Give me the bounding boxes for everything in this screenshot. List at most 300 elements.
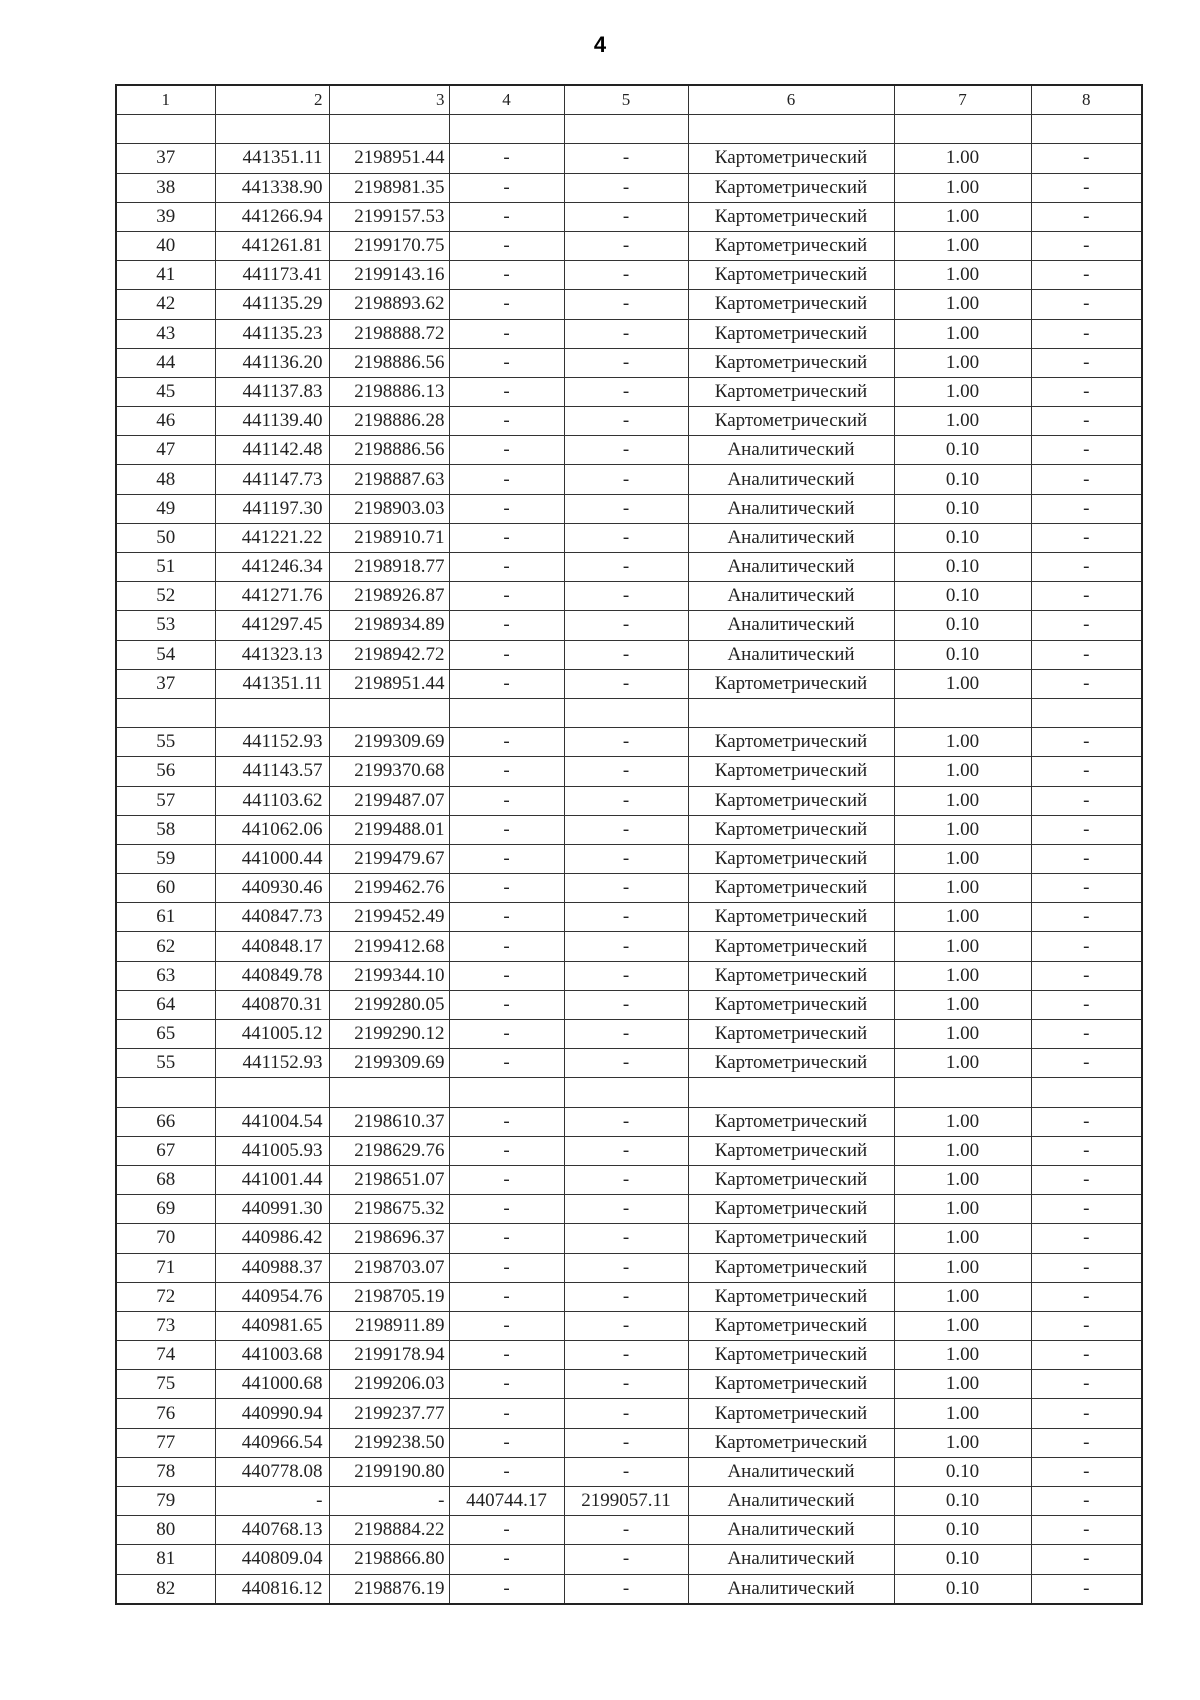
coord-x-new-cell: - <box>449 728 564 757</box>
table-row <box>116 202 1142 231</box>
coord-x-cell: 441000.68 <box>215 1370 329 1399</box>
coord-x-cell: 440954.76 <box>215 1282 329 1311</box>
table-row <box>116 1282 1142 1311</box>
method-cell <box>688 698 894 727</box>
coord-x-new-cell: - <box>449 1049 564 1078</box>
method-cell: Аналитический <box>688 1574 894 1604</box>
method-cell: Картометрический <box>688 669 894 698</box>
table-row <box>116 1428 1142 1457</box>
coord-y-new-cell <box>564 115 688 144</box>
coord-x-cell <box>215 115 329 144</box>
point-number-cell <box>116 698 215 727</box>
coord-x-cell: 441152.93 <box>215 1049 329 1078</box>
coord-y-new-cell: - <box>564 407 688 436</box>
table-row <box>116 1399 1142 1428</box>
table-row <box>116 173 1142 202</box>
coord-x-cell: 440966.54 <box>215 1428 329 1457</box>
coord-y-new-cell: - <box>564 231 688 260</box>
method-cell: Аналитический <box>688 1457 894 1486</box>
accuracy-cell <box>894 1078 1031 1107</box>
coord-y-cell: 2199178.94 <box>329 1341 449 1370</box>
coord-y-cell: 2199487.07 <box>329 786 449 815</box>
description-cell: - <box>1031 407 1142 436</box>
coord-x-cell: 440778.08 <box>215 1457 329 1486</box>
table-body <box>116 85 1142 1604</box>
accuracy-cell: 1.00 <box>894 1165 1031 1194</box>
coord-x-new-cell: - <box>449 231 564 260</box>
coord-y-cell: 2199412.68 <box>329 932 449 961</box>
coord-y-new-cell: - <box>564 669 688 698</box>
point-number-cell: 73 <box>116 1311 215 1340</box>
method-cell: Картометрический <box>688 319 894 348</box>
coord-y-new-cell: - <box>564 1311 688 1340</box>
accuracy-cell <box>894 698 1031 727</box>
coord-x-new-cell: - <box>449 523 564 552</box>
accuracy-cell: 1.00 <box>894 144 1031 173</box>
table-row <box>116 728 1142 757</box>
coord-x-cell: 441271.76 <box>215 582 329 611</box>
description-cell: - <box>1031 1311 1142 1340</box>
coord-x-cell: 441266.94 <box>215 202 329 231</box>
coord-x-new-cell: - <box>449 786 564 815</box>
coord-x-cell: 441152.93 <box>215 728 329 757</box>
description-cell: - <box>1031 261 1142 290</box>
coord-y-cell: 2198888.72 <box>329 319 449 348</box>
point-number-cell: 37 <box>116 144 215 173</box>
coord-y-cell: 2199157.53 <box>329 202 449 231</box>
coord-y-new-cell: 5 <box>564 85 688 115</box>
description-cell: - <box>1031 1516 1142 1545</box>
table-row <box>116 1311 1142 1340</box>
description-cell: - <box>1031 1136 1142 1165</box>
coord-y-new-cell: - <box>564 144 688 173</box>
coord-x-new-cell: - <box>449 903 564 932</box>
table-row <box>116 874 1142 903</box>
page-number: 4 <box>593 32 607 57</box>
coord-y-cell: 2199238.50 <box>329 1428 449 1457</box>
accuracy-cell: 1.00 <box>894 757 1031 786</box>
coord-y-new-cell: - <box>564 1370 688 1399</box>
coord-x-new-cell: - <box>449 436 564 465</box>
coord-x-new-cell: - <box>449 1457 564 1486</box>
coord-x-new-cell: - <box>449 932 564 961</box>
method-cell: Картометрический <box>688 1224 894 1253</box>
method-cell: Картометрический <box>688 844 894 873</box>
coord-x-cell: 441062.06 <box>215 815 329 844</box>
coord-x-cell: 441323.13 <box>215 640 329 669</box>
coord-x-cell: 440870.31 <box>215 990 329 1019</box>
accuracy-cell: 0.10 <box>894 553 1031 582</box>
coord-x-new-cell: - <box>449 1224 564 1253</box>
description-cell: - <box>1031 815 1142 844</box>
coord-y-cell: 2198866.80 <box>329 1545 449 1574</box>
table-row <box>116 1136 1142 1165</box>
table-row <box>116 348 1142 377</box>
accuracy-cell: 1.00 <box>894 874 1031 903</box>
accuracy-cell: 1.00 <box>894 377 1031 406</box>
point-number-cell: 82 <box>116 1574 215 1604</box>
separator-row <box>116 698 1142 727</box>
coord-x-cell: 440849.78 <box>215 961 329 990</box>
description-cell: - <box>1031 290 1142 319</box>
coord-x-new-cell: - <box>449 844 564 873</box>
coord-x-cell: 441142.48 <box>215 436 329 465</box>
method-cell: Картометрический <box>688 1165 894 1194</box>
accuracy-cell: 1.00 <box>894 815 1031 844</box>
coord-x-new-cell: - <box>449 1516 564 1545</box>
coord-y-cell: 2198887.63 <box>329 465 449 494</box>
method-cell <box>688 115 894 144</box>
coord-y-new-cell: - <box>564 436 688 465</box>
table-row <box>116 903 1142 932</box>
coord-y-new-cell: - <box>564 1107 688 1136</box>
table-row <box>116 815 1142 844</box>
coord-x-new-cell: - <box>449 1253 564 1282</box>
coord-x-cell: 441001.44 <box>215 1165 329 1194</box>
coord-x-cell: 441135.29 <box>215 290 329 319</box>
method-cell: Картометрический <box>688 1311 894 1340</box>
coord-y-new-cell: - <box>564 728 688 757</box>
coord-x-cell: 441003.68 <box>215 1341 329 1370</box>
coord-x-new-cell: 4 <box>449 85 564 115</box>
method-cell: Картометрический <box>688 990 894 1019</box>
coord-x-cell: 441137.83 <box>215 377 329 406</box>
method-cell: Картометрический <box>688 1253 894 1282</box>
coord-x-cell: 441338.90 <box>215 173 329 202</box>
point-number-cell: 47 <box>116 436 215 465</box>
point-number-cell: 56 <box>116 757 215 786</box>
coord-x-cell: 441261.81 <box>215 231 329 260</box>
coord-y-cell: 2198876.19 <box>329 1574 449 1604</box>
point-number-cell: 41 <box>116 261 215 290</box>
point-number-cell: 42 <box>116 290 215 319</box>
method-cell: Аналитический <box>688 523 894 552</box>
description-cell: 8 <box>1031 85 1142 115</box>
accuracy-cell: 1.00 <box>894 1224 1031 1253</box>
coord-y-new-cell: 2199057.11 <box>564 1487 688 1516</box>
point-number-cell: 52 <box>116 582 215 611</box>
point-number-cell: 75 <box>116 1370 215 1399</box>
accuracy-cell: 7 <box>894 85 1031 115</box>
accuracy-cell: 0.10 <box>894 436 1031 465</box>
coord-x-new-cell: - <box>449 348 564 377</box>
method-cell: Картометрический <box>688 1370 894 1399</box>
accuracy-cell: 1.00 <box>894 1428 1031 1457</box>
table-row <box>116 523 1142 552</box>
accuracy-cell: 1.00 <box>894 1399 1031 1428</box>
coord-y-cell: 2199290.12 <box>329 1020 449 1049</box>
description-cell: - <box>1031 786 1142 815</box>
point-number-cell: 77 <box>116 1428 215 1457</box>
method-cell: Картометрический <box>688 1428 894 1457</box>
description-cell <box>1031 115 1142 144</box>
method-cell: Аналитический <box>688 611 894 640</box>
accuracy-cell: 0.10 <box>894 523 1031 552</box>
description-cell: - <box>1031 553 1142 582</box>
point-number-cell: 66 <box>116 1107 215 1136</box>
accuracy-cell: 1.00 <box>894 1020 1031 1049</box>
description-cell: - <box>1031 1224 1142 1253</box>
method-cell: Аналитический <box>688 1545 894 1574</box>
description-cell: - <box>1031 494 1142 523</box>
coord-x-new-cell: - <box>449 757 564 786</box>
table-row <box>116 1107 1142 1136</box>
coord-y-cell: 2198926.87 <box>329 582 449 611</box>
point-number-cell: 71 <box>116 1253 215 1282</box>
description-cell: - <box>1031 990 1142 1019</box>
table-row <box>116 494 1142 523</box>
method-cell: Картометрический <box>688 261 894 290</box>
coord-x-cell: 441147.73 <box>215 465 329 494</box>
method-cell: Аналитический <box>688 640 894 669</box>
coord-x-cell: 441000.44 <box>215 844 329 873</box>
accuracy-cell: 0.10 <box>894 1545 1031 1574</box>
coord-y-cell: 2198918.77 <box>329 553 449 582</box>
accuracy-cell: 1.00 <box>894 1253 1031 1282</box>
coord-x-new-cell: - <box>449 815 564 844</box>
description-cell: - <box>1031 465 1142 494</box>
coord-y-new-cell: - <box>564 523 688 552</box>
table-row <box>116 261 1142 290</box>
coord-x-cell: 441173.41 <box>215 261 329 290</box>
coord-x-cell: 440986.42 <box>215 1224 329 1253</box>
description-cell: - <box>1031 1253 1142 1282</box>
accuracy-cell: 0.10 <box>894 582 1031 611</box>
table-row <box>116 990 1142 1019</box>
method-cell: Аналитический <box>688 465 894 494</box>
accuracy-cell: 1.00 <box>894 961 1031 990</box>
accuracy-cell: 1.00 <box>894 1195 1031 1224</box>
point-number-cell: 61 <box>116 903 215 932</box>
point-number-cell: 62 <box>116 932 215 961</box>
method-cell: Картометрический <box>688 290 894 319</box>
coord-y-cell: 2198703.07 <box>329 1253 449 1282</box>
coord-x-new-cell: - <box>449 669 564 698</box>
point-number-cell: 74 <box>116 1341 215 1370</box>
description-cell: - <box>1031 1399 1142 1428</box>
description-cell <box>1031 1078 1142 1107</box>
method-cell: Аналитический <box>688 1487 894 1516</box>
point-number-cell: 81 <box>116 1545 215 1574</box>
method-cell: Картометрический <box>688 1282 894 1311</box>
coord-x-new-cell: - <box>449 1545 564 1574</box>
point-number-cell: 43 <box>116 319 215 348</box>
table-row <box>116 1516 1142 1545</box>
coord-y-new-cell: - <box>564 1020 688 1049</box>
separator-row <box>116 115 1142 144</box>
coord-x-new-cell: - <box>449 611 564 640</box>
description-cell: - <box>1031 640 1142 669</box>
coord-x-new-cell: - <box>449 494 564 523</box>
coord-y-cell: 2198651.07 <box>329 1165 449 1194</box>
point-number-cell: 55 <box>116 1049 215 1078</box>
coord-y-cell: 2199237.77 <box>329 1399 449 1428</box>
point-number-cell: 63 <box>116 961 215 990</box>
coord-x-cell: 440930.46 <box>215 874 329 903</box>
coord-x-cell: - <box>215 1487 329 1516</box>
coord-x-cell: 440816.12 <box>215 1574 329 1604</box>
point-number-cell: 46 <box>116 407 215 436</box>
description-cell: - <box>1031 319 1142 348</box>
coord-x-cell: 440990.94 <box>215 1399 329 1428</box>
coord-y-new-cell: - <box>564 1399 688 1428</box>
coord-y-cell: 2199190.80 <box>329 1457 449 1486</box>
coord-x-new-cell: - <box>449 1341 564 1370</box>
coord-x-new-cell: - <box>449 173 564 202</box>
method-cell: Аналитический <box>688 1516 894 1545</box>
coord-x-cell: 440988.37 <box>215 1253 329 1282</box>
description-cell: - <box>1031 728 1142 757</box>
description-cell: - <box>1031 173 1142 202</box>
coord-y-new-cell: - <box>564 844 688 873</box>
coord-x-new-cell: 440744.17 <box>449 1487 564 1516</box>
method-cell: Картометрический <box>688 377 894 406</box>
coord-y-cell: - <box>329 1487 449 1516</box>
coordinates-table <box>115 84 1143 1605</box>
description-cell: - <box>1031 932 1142 961</box>
table-row <box>116 436 1142 465</box>
description-cell: - <box>1031 1282 1142 1311</box>
point-number-cell: 38 <box>116 173 215 202</box>
point-number-cell: 45 <box>116 377 215 406</box>
table-row <box>116 377 1142 406</box>
coord-y-cell: 2199309.69 <box>329 728 449 757</box>
method-cell: Аналитический <box>688 436 894 465</box>
coord-y-new-cell: - <box>564 261 688 290</box>
table-row <box>116 231 1142 260</box>
accuracy-cell: 1.00 <box>894 903 1031 932</box>
coord-x-new-cell: - <box>449 640 564 669</box>
description-cell <box>1031 698 1142 727</box>
description-cell: - <box>1031 1165 1142 1194</box>
header-row <box>116 85 1142 115</box>
accuracy-cell: 0.10 <box>894 1574 1031 1604</box>
coord-y-new-cell: - <box>564 961 688 990</box>
coord-y-cell: 2199452.49 <box>329 903 449 932</box>
accuracy-cell: 1.00 <box>894 407 1031 436</box>
coord-x-new-cell: - <box>449 1020 564 1049</box>
accuracy-cell: 1.00 <box>894 1282 1031 1311</box>
table-row <box>116 582 1142 611</box>
accuracy-cell: 0.10 <box>894 1487 1031 1516</box>
accuracy-cell: 1.00 <box>894 1107 1031 1136</box>
point-number-cell: 40 <box>116 231 215 260</box>
point-number-cell: 60 <box>116 874 215 903</box>
accuracy-cell: 1.00 <box>894 261 1031 290</box>
method-cell <box>688 1078 894 1107</box>
table-row <box>116 1487 1142 1516</box>
coord-x-cell: 441351.11 <box>215 669 329 698</box>
coord-x-cell <box>215 1078 329 1107</box>
coord-x-cell: 441351.11 <box>215 144 329 173</box>
coord-y-cell: 2198886.28 <box>329 407 449 436</box>
coord-y-new-cell: - <box>564 1282 688 1311</box>
accuracy-cell: 1.00 <box>894 319 1031 348</box>
coord-y-cell: 2199143.16 <box>329 261 449 290</box>
description-cell: - <box>1031 1370 1142 1399</box>
accuracy-cell: 1.00 <box>894 669 1031 698</box>
accuracy-cell: 1.00 <box>894 1370 1031 1399</box>
method-cell: Картометрический <box>688 1399 894 1428</box>
method-cell: Картометрический <box>688 932 894 961</box>
coord-x-cell: 2 <box>215 85 329 115</box>
point-number-cell: 59 <box>116 844 215 873</box>
method-cell: 6 <box>688 85 894 115</box>
coord-y-cell: 2199280.05 <box>329 990 449 1019</box>
accuracy-cell: 1.00 <box>894 844 1031 873</box>
coord-x-cell: 441005.93 <box>215 1136 329 1165</box>
description-cell: - <box>1031 1428 1142 1457</box>
point-number-cell: 51 <box>116 553 215 582</box>
coord-y-new-cell: - <box>564 553 688 582</box>
table-row <box>116 290 1142 319</box>
description-cell: - <box>1031 611 1142 640</box>
coord-y-new-cell: - <box>564 611 688 640</box>
coord-y-cell: 2199206.03 <box>329 1370 449 1399</box>
accuracy-cell: 1.00 <box>894 348 1031 377</box>
accuracy-cell: 1.00 <box>894 202 1031 231</box>
accuracy-cell <box>894 115 1031 144</box>
method-cell: Картометрический <box>688 874 894 903</box>
table-row <box>116 757 1142 786</box>
coord-y-cell: 2198911.89 <box>329 1311 449 1340</box>
point-number-cell: 67 <box>116 1136 215 1165</box>
table-row <box>116 1457 1142 1486</box>
point-number-cell: 58 <box>116 815 215 844</box>
coord-y-cell <box>329 698 449 727</box>
point-number-cell: 53 <box>116 611 215 640</box>
description-cell: - <box>1031 669 1142 698</box>
coord-x-new-cell: - <box>449 990 564 1019</box>
point-number-cell: 57 <box>116 786 215 815</box>
point-number-cell: 50 <box>116 523 215 552</box>
coord-x-new-cell: - <box>449 1165 564 1194</box>
coord-x-cell: 441136.20 <box>215 348 329 377</box>
coord-y-cell: 2199170.75 <box>329 231 449 260</box>
table-row <box>116 1195 1142 1224</box>
coord-y-new-cell <box>564 698 688 727</box>
coord-x-new-cell: - <box>449 1428 564 1457</box>
point-number-cell: 54 <box>116 640 215 669</box>
coord-y-cell: 2199462.76 <box>329 874 449 903</box>
coord-y-cell: 2198705.19 <box>329 1282 449 1311</box>
coord-x-cell: 441004.54 <box>215 1107 329 1136</box>
coord-y-cell: 2198951.44 <box>329 144 449 173</box>
coord-y-new-cell: - <box>564 903 688 932</box>
coord-x-cell: 441246.34 <box>215 553 329 582</box>
description-cell: - <box>1031 231 1142 260</box>
point-number-cell <box>116 115 215 144</box>
method-cell: Картометрический <box>688 407 894 436</box>
table-row <box>116 1020 1142 1049</box>
coord-y-cell: 2199479.67 <box>329 844 449 873</box>
table-row <box>116 1545 1142 1574</box>
coord-y-cell: 2199309.69 <box>329 1049 449 1078</box>
method-cell: Картометрический <box>688 144 894 173</box>
table-row <box>116 932 1142 961</box>
table-row <box>116 844 1142 873</box>
coord-y-new-cell: - <box>564 1224 688 1253</box>
point-number-cell: 72 <box>116 1282 215 1311</box>
coord-x-cell: 440991.30 <box>215 1195 329 1224</box>
description-cell: - <box>1031 377 1142 406</box>
method-cell: Картометрический <box>688 961 894 990</box>
accuracy-cell: 0.10 <box>894 1516 1031 1545</box>
coord-y-cell: 2199370.68 <box>329 757 449 786</box>
coord-x-new-cell: - <box>449 1282 564 1311</box>
point-number-cell: 1 <box>116 85 215 115</box>
coord-y-cell: 2198951.44 <box>329 669 449 698</box>
